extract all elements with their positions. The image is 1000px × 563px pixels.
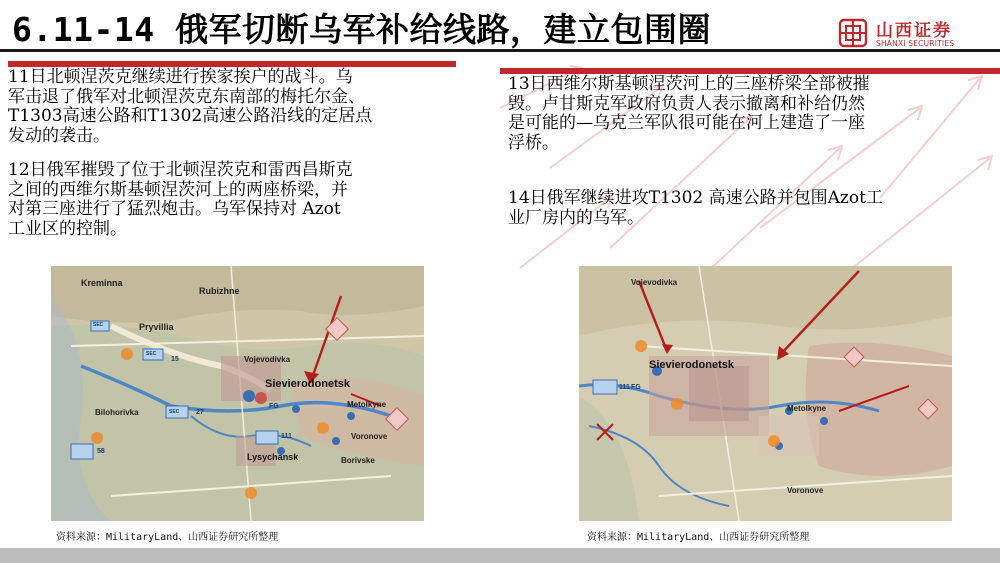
map-label: Metolkyne (787, 404, 827, 413)
unit-tag: SEC (146, 351, 157, 357)
text-line: 对第三座进行了猛烈炮击。乌军保持对 Azot (8, 199, 341, 220)
unit-tag: 27 (196, 409, 204, 416)
unit-tag: 111 (281, 433, 292, 440)
map-label: Pryvillia (139, 322, 174, 332)
map-label: Vojevodivka (631, 278, 678, 287)
slide-title: 6.11-14 俄军切断乌军补给线路，建立包围圈 (12, 10, 711, 49)
text-line: 浮桥。 (508, 132, 559, 153)
map-label: Voronove (351, 432, 388, 441)
unit-tag: FG (269, 403, 279, 410)
map-left-source: 资料来源：MilitaryLand、山西证券研究所整理 (56, 532, 279, 543)
map-left-canvas (51, 266, 424, 521)
map-left (51, 266, 424, 521)
map-right-source: 资料来源：MilitaryLand、山西证券研究所整理 (587, 532, 810, 543)
logo-name-cn: 山西证券 (876, 21, 952, 41)
text-line: 军击退了俄军对北顿涅茨克东南部的梅托尔金、 (8, 86, 365, 107)
map-label: Metolkyne (347, 400, 387, 409)
text-line: 是可能的—乌克兰军队很可能在河上建造了一座 (508, 113, 865, 134)
map-label: Kreminna (81, 278, 123, 288)
footer-bar (0, 548, 1000, 563)
map-label: Borivske (341, 456, 375, 465)
text-line: T1303高速公路和T1302高速公路沿线的定居点 (8, 106, 373, 127)
unit-tag: 58 (97, 448, 105, 455)
shanxi-securities-logo-icon (838, 18, 868, 48)
text-line: 工业区的控制。 (8, 218, 127, 239)
title-underline (0, 49, 1000, 52)
unit-tag: 15 (171, 356, 179, 363)
text-line: 业厂房内的乌军。 (508, 207, 644, 228)
map-label: Bilohorivka (95, 408, 139, 417)
right-paragraph-2 (508, 189, 883, 228)
map-label: Rubizhne (199, 286, 240, 296)
map-label: Lysychansk (247, 452, 299, 462)
left-paragraph-2 (8, 161, 353, 239)
text-line: 之间的西维尔斯基顿涅茨河上的两座桥梁，并 (8, 179, 348, 200)
text-line: 14日俄军继续进攻T1302 高速公路并包围Azot工 (508, 188, 883, 208)
text-line: 毁。卢甘斯克军政府负责人表示撤离和补给仍然 (508, 93, 865, 114)
left-paragraph-1 (8, 68, 372, 146)
unit-tag: FG (631, 384, 641, 391)
company-logo (838, 18, 978, 52)
map-right (579, 266, 952, 521)
unit-tag: 111 (619, 384, 630, 391)
text-line: 11日北顿涅茨克继续进行挨家挨户的战斗。乌 (8, 67, 353, 87)
text-line: 发动的袭击。 (8, 125, 110, 146)
text-line: 13日西维尔斯基顿涅茨河上的三座桥梁全部被摧 (508, 74, 870, 94)
map-label: Voronove (787, 486, 824, 495)
unit-tag: SEC (169, 409, 180, 415)
map-right-canvas (579, 266, 952, 521)
map-label: Sievierodonetsk (649, 359, 734, 371)
map-label: Sievierodonetsk (265, 378, 350, 390)
right-paragraph-1 (508, 75, 870, 153)
logo-name-en: SHANXI SECURITIES (876, 39, 955, 48)
text-line: 12日俄军摧毁了位于北顿涅茨克和雷西昌斯克 (8, 160, 353, 180)
unit-tag: SEC (93, 322, 104, 328)
map-label: Vojevodivka (244, 355, 291, 364)
